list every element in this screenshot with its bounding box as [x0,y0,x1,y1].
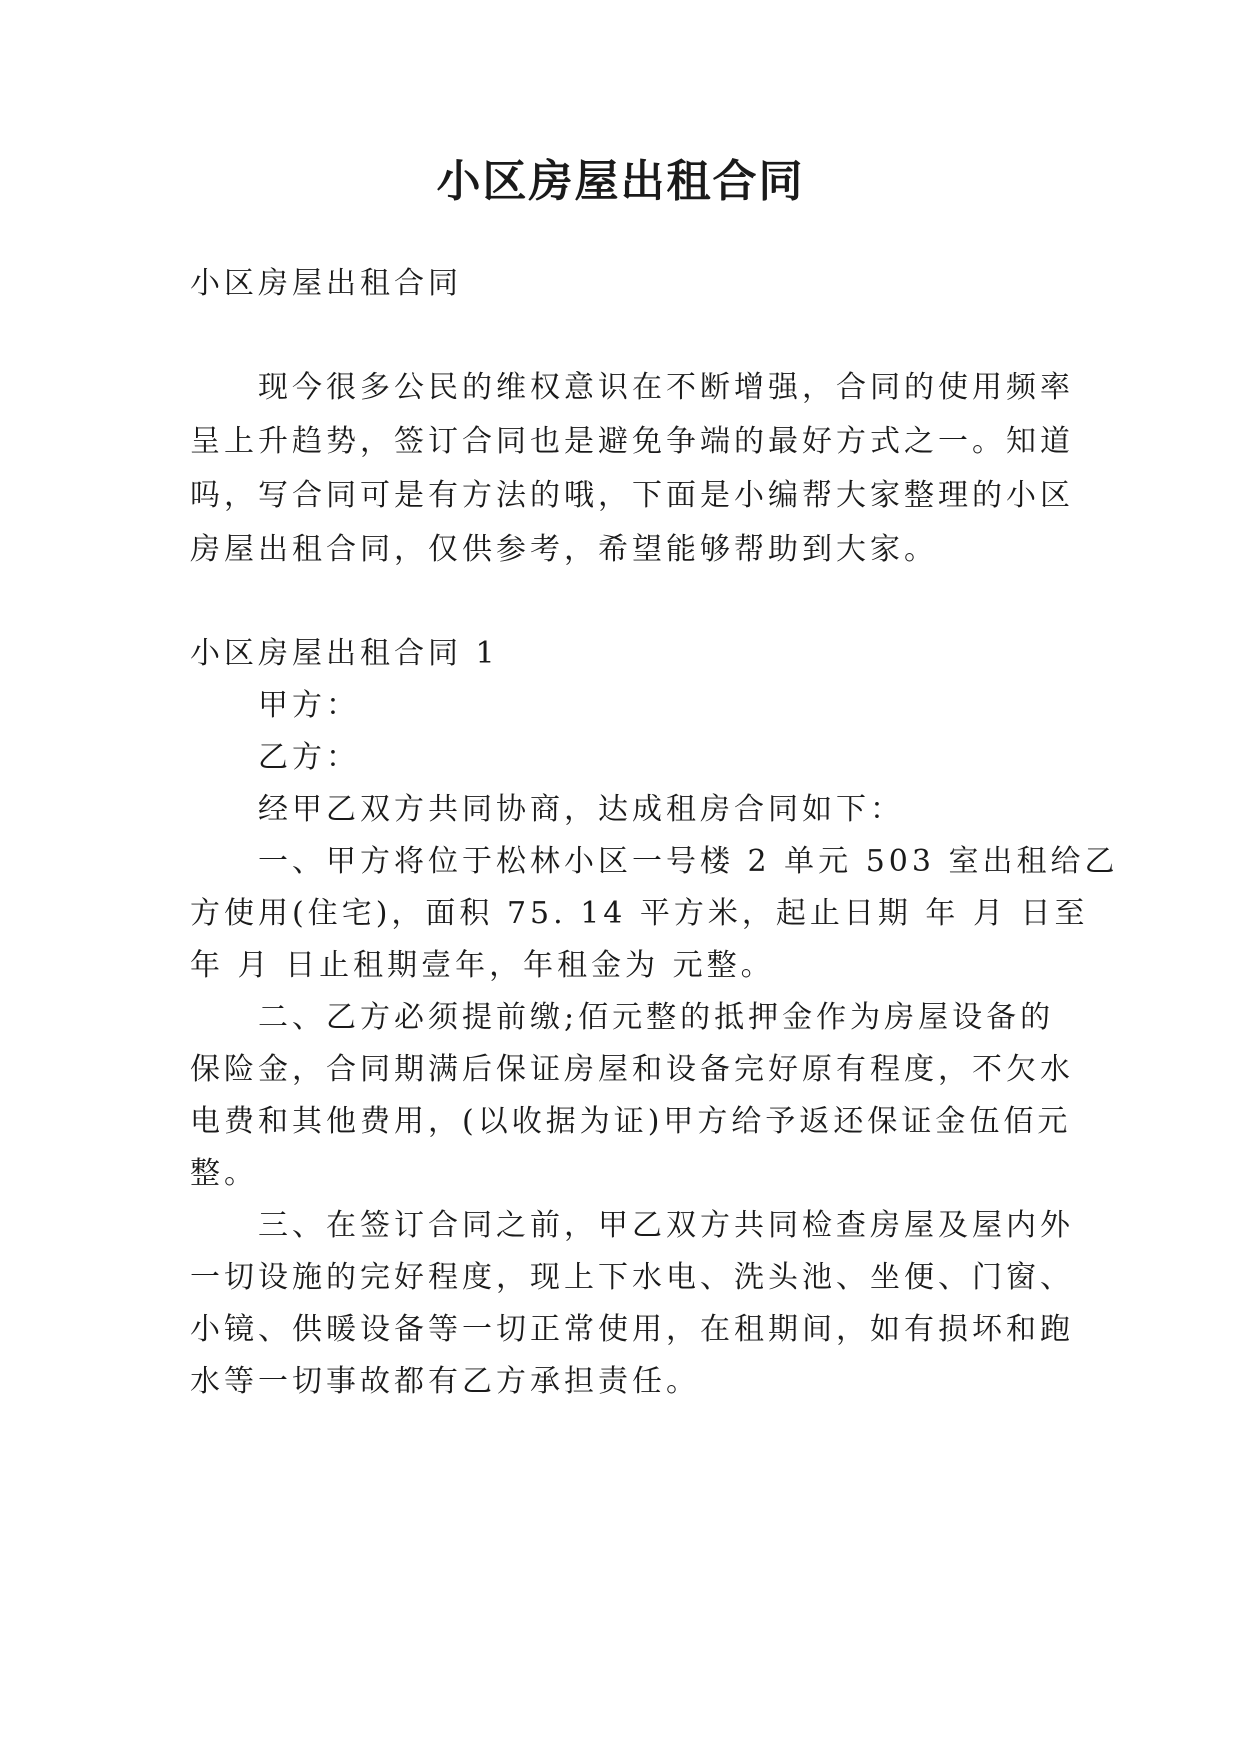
clause3-line-4: 水等一切事故都有乙方承担责任。 [190,1364,700,1399]
intro-line-3: 吗，写合同可是有方法的哦，下面是小编帮大家整理的小区 [190,478,1074,513]
document-title: 小区房屋出租合同 [436,156,805,207]
party-b-label: 乙方： [258,740,360,775]
clause2-line-1: 二、乙方必须提前缴;佰元整的抵押金作为房屋设备的 [258,1000,1055,1035]
clause2-line-2: 保险金，合同期满后保证房屋和设备完好原有程度，不欠水 [190,1052,1074,1087]
clause2-line-3: 电费和其他费用，(以收据为证)甲方给予返还保证金伍佰元 [190,1104,1072,1139]
clause2-line-4: 整。 [190,1156,258,1191]
clause3-line-3: 小镜、供暖设备等一切正常使用，在租期间，如有损坏和跑 [190,1312,1074,1347]
document-subtitle: 小区房屋出租合同 [190,266,462,301]
clause1-line-3: 年 月 日止租期壹年，年租金为 元整。 [190,948,775,983]
section-heading: 小区房屋出租合同 1 [190,636,499,671]
clause1-line-2: 方使用(住宅)，面积 75. 14 平方米，起止日期 年 月 日至 [190,896,1089,931]
agreement-line: 经甲乙双方共同协商，达成租房合同如下： [258,792,904,827]
clause3-line-1: 三、在签订合同之前，甲乙双方共同检查房屋及屋内外 [258,1208,1074,1243]
intro-line-1: 现今很多公民的维权意识在不断增强，合同的使用频率 [258,370,1074,405]
clause3-line-2: 一切设施的完好程度，现上下水电、洗头池、坐便、门窗、 [190,1260,1074,1295]
intro-line-4: 房屋出租合同，仅供参考，希望能够帮助到大家。 [190,532,938,567]
intro-line-2: 呈上升趋势，签订合同也是避免争端的最好方式之一。知道 [190,424,1074,459]
clause1-line-1: 一、甲方将位于松林小区一号楼 2 单元 503 室出租给乙 [258,844,1119,879]
party-a-label: 甲方： [258,688,360,723]
